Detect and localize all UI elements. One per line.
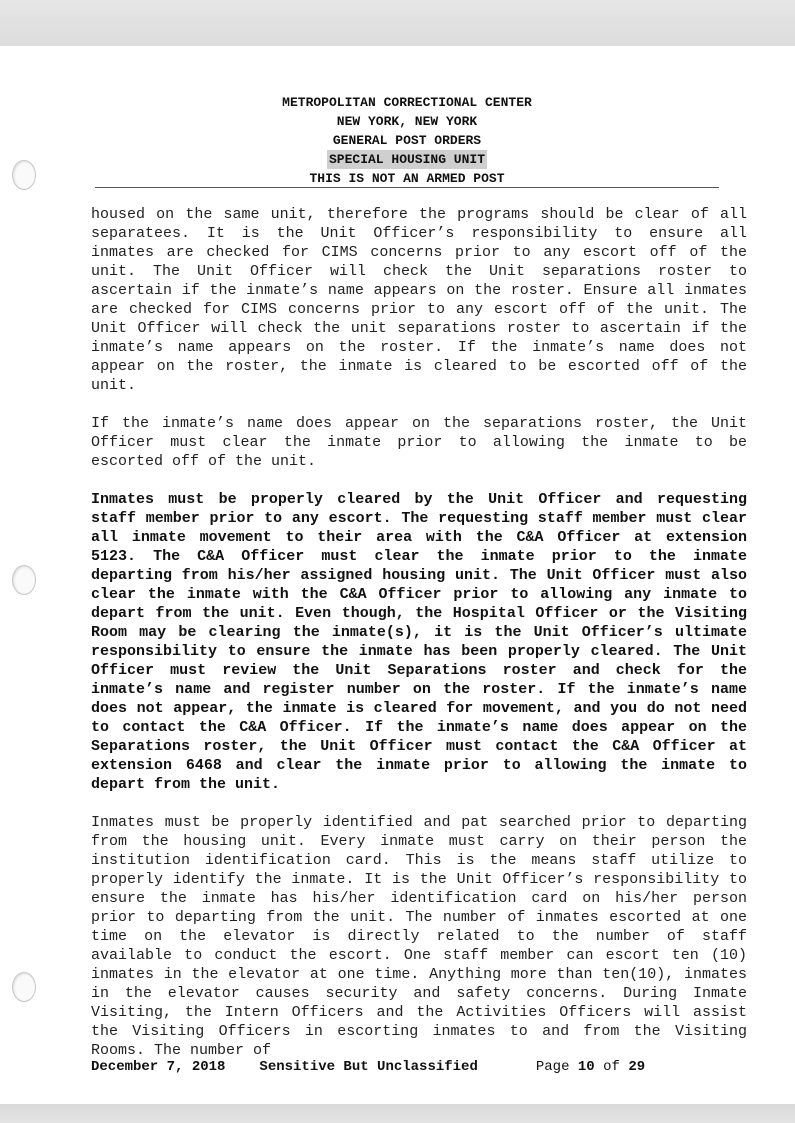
document-body [91,205,747,1079]
header-location: NEW YORK, NEW YORK [336,114,478,129]
punch-hole [12,160,36,190]
paragraph-clearance-procedure: Inmates must be properly cleared by the Unit Officer and requesting staff member prior to any escort. The requesting staff member must clear all inmate movement to their area with the C&A Officer at extension 5123. The C&A Officer must clear the inmate prior to the inmate departing from his/her assigned housing unit. The Unit Officer must also clear the inmate with the C&A Officer prior to allowing any inmate to depart from the unit. Even though, the Hospital Officer or the Visiting Room may be clearing the inmate(s), it is the Unit Officer’s ultimate responsibility to ensure the inmate has been properly cleared. The Unit Officer must review the Unit Separations roster and check for the inmate’s name and register number on the roster. If the inmate’s name does not appear, the inmate is cleared for movement, and you do not need to contact the C&A Officer. If the inmate’s name does appear on the Separations roster, the Unit Officer must contact the C&A Officer at extension 6468 and clear the inmate prior to allowing the inmate to depart from the unit. [91,491,747,793]
header-post-name: SPECIAL HOUSING UNIT [328,152,486,167]
header-institution: METROPOLITAN CORRECTIONAL CENTER [282,95,532,110]
page-footer [91,1059,731,1075]
scan-top-margin [0,0,795,46]
header-document-type: GENERAL POST ORDERS [332,133,482,148]
header-armed-status: THIS IS NOT AN ARMED POST [309,171,505,186]
footer-page-number: Page 10 of 29 [535,1059,646,1075]
paragraph-separations-roster: If the inmate’s name does appear on the separations roster, the Unit Officer must clear the inmate prior to allowing the inmate to be escorted off of the unit. [91,415,747,470]
punch-hole [12,972,36,1002]
paragraph-separations-check: housed on the same unit, therefore the programs should be clear of all separatees. It is the Unit Officer’s responsibility to ensure all inmates are checked for CIMS concerns prior to any escort off of the unit. The Unit Officer will check the Unit separations roster to ascertain if the inmate’s name appears on the roster. Ensure all inmates are checked for CIMS concerns prior to any escort off of the unit. The Unit Officer will check the unit separations roster to ascertain if the inmate’s name appears on the roster. If the inmate’s name does not appear on the roster, the inmate is cleared to be escorted off of the unit. [91,206,747,394]
punch-hole [12,565,36,595]
footer-classification: Sensitive But Unclassified [259,1059,478,1075]
scan-bottom-margin [0,1104,795,1123]
footer-date: December 7, 2018 [91,1059,226,1075]
paragraph-identification: Inmates must be properly identified and pat searched prior to departing from the housing unit. Every inmate must carry on their person the institution identification card. This is the means staff utilize to properly identify the inmate. It is the Unit Officer’s responsibility to ensure the inmate has his/her identification card on his/her person prior to departing from the unit. The number of inmates escorted at one time on the elevator is directly related to the number of staff available to conduct the escort. One staff member can escort ten (10) inmates in the elevator at one time. Anything more than ten(10), inmates in the elevator causes security and safety concerns. During Inmate Visiting, the Intern Officers and the Activities Officers will assist the Visiting Officers in escorting inmates to and from the Visiting Rooms. The number of [91,814,747,1059]
header-divider [95,187,719,188]
document-header [95,93,719,188]
